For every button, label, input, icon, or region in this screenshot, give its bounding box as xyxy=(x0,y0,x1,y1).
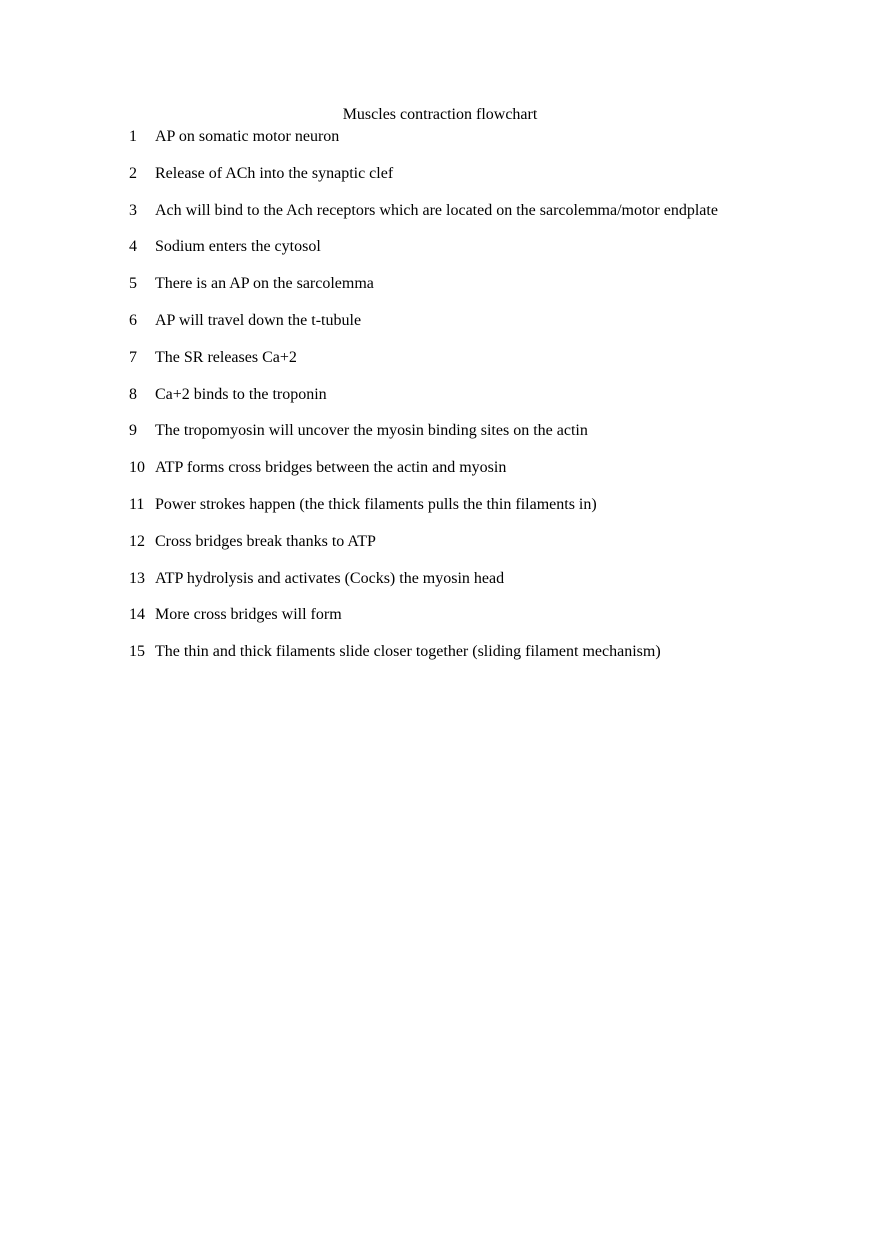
step-text: Ach will bind to the Ach receptors which are located on the sarcolemma/motor endplate xyxy=(155,201,718,219)
step-number: 1 xyxy=(129,128,137,145)
step-number: 5 xyxy=(129,275,137,293)
step-text: Power strokes happen (the thick filaments pulls the thin filaments in) xyxy=(155,495,597,513)
step-number: 6 xyxy=(129,311,137,329)
step-text: Sodium enters the cytosol xyxy=(155,238,321,256)
step-number: 12 xyxy=(129,532,145,550)
page-title: Muscles contraction flowchart xyxy=(342,106,538,123)
step-text: The thin and thick filaments slide closer together (sliding filament mechanism) xyxy=(155,643,661,661)
step-number: 2 xyxy=(129,164,137,182)
step-number: 4 xyxy=(129,238,137,256)
step-number: 8 xyxy=(129,385,137,403)
step-number: 14 xyxy=(129,606,145,624)
step-number: 7 xyxy=(129,348,137,366)
step-text: The SR releases Ca+2 xyxy=(155,348,297,366)
step-number: 11 xyxy=(129,495,145,513)
step-number: 10 xyxy=(129,459,145,477)
step-number: 3 xyxy=(129,201,137,219)
step-text: Release of ACh into the synaptic clef xyxy=(155,164,394,182)
step-number: 13 xyxy=(129,569,145,587)
step-text: AP will travel down the t-tubule xyxy=(155,311,362,329)
step-text: Cross bridges break thanks to ATP xyxy=(155,532,376,550)
step-number: 15 xyxy=(129,643,145,661)
step-text: ATP forms cross bridges between the actin and myosin xyxy=(155,459,507,477)
step-text: ATP hydrolysis and activates (Cocks) the myosin head xyxy=(155,569,505,587)
step-text: Ca+2 binds to the troponin xyxy=(155,385,327,403)
step-text: AP on somatic motor neuron xyxy=(155,128,340,145)
step-text: There is an AP on the sarcolemma xyxy=(155,275,374,293)
step-text: The tropomyosin will uncover the myosin binding sites on the actin xyxy=(155,422,588,440)
step-text: More cross bridges will form xyxy=(155,606,342,624)
step-number: 9 xyxy=(129,422,137,440)
